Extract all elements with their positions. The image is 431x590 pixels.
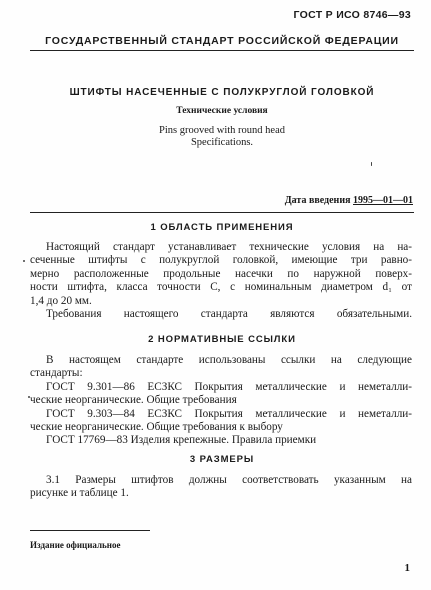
section-3-heading: 3 РАЗМЕРЫ — [189, 454, 255, 465]
reference-line: ческие неорганические. Общие требования — [30, 394, 237, 407]
english-title: Pins grooved with round head — [159, 125, 285, 136]
section-2-heading: 2 НОРМАТИВНЫЕ ССЫЛКИ — [148, 334, 296, 345]
edition-note: Издание официальное — [30, 540, 121, 550]
reference-line: ГОСТ 9.301—86 ЕСЗКС Покрытия металлические и неметалли- — [46, 380, 412, 393]
header-rule — [30, 50, 414, 51]
paragraph-line: 1,4 до 20 мм. — [30, 294, 92, 307]
section-1-heading: 1 ОБЛАСТЬ ПРИМЕНЕНИЯ — [150, 222, 294, 233]
section-1-paragraph — [30, 241, 412, 321]
scan-speck — [28, 396, 30, 398]
paragraph-line: Настоящий стандарт устанавливает технические условия на на- — [46, 241, 412, 253]
paragraph-line: стандарты: — [30, 367, 83, 380]
reference-line: ГОСТ 9.303—84 ЕСЗКС Покрытия металлические и неметалли- — [46, 407, 412, 420]
document-code: ГОСТ Р ИСО 8746—93 — [293, 9, 411, 21]
paragraph-line: 3.1 Размеры штифтов должны соответствовать указанным на — [46, 474, 412, 486]
effective-date-value: 1995—01—01 — [353, 195, 413, 206]
paragraph-line: ности штифта, класса точности С, с номинальным диаметром d₁ от — [30, 281, 412, 294]
document-title: ШТИФТЫ НАСЕЧЕННЫЕ С ПОЛУКРУГЛОЙ ГОЛОВКОЙ — [69, 87, 375, 98]
section-3-paragraph — [30, 474, 412, 501]
scan-speck — [371, 162, 372, 166]
date-rule — [30, 212, 414, 213]
reference-line: ческие неорганические. Общие требования к выбору — [30, 421, 283, 434]
effective-date-label: Дата введения — [284, 195, 351, 206]
page-number: 1 — [404, 562, 410, 574]
english-subtitle: Specifications. — [190, 137, 254, 148]
effective-date — [285, 195, 413, 206]
scan-speck — [23, 260, 25, 262]
paragraph-line: мерно расположенные продольные насечки по наружной поверх- — [30, 267, 412, 280]
reference-line: ГОСТ 17769—83 Изделия крепежные. Правила приемки — [46, 434, 317, 447]
standard-name: ГОСУДАРСТВЕННЫЙ СТАНДАРТ РОССИЙСКОЙ ФЕДЕРАЦИИ — [45, 35, 399, 47]
section-2-paragraph — [30, 354, 412, 448]
paragraph-line: Требования настоящего стандарта являются обязательными. — [46, 308, 412, 321]
paragraph-line: В настоящем стандарте использованы ссылки на следующие — [46, 354, 412, 366]
footer-rule — [30, 530, 150, 531]
document-subtitle: Технические условия — [176, 106, 268, 116]
paragraph-line: сеченные штифты с полукруглой головкой, имеющие три равно- — [30, 254, 412, 267]
paragraph-line: рисунке и таблице 1. — [30, 487, 129, 500]
